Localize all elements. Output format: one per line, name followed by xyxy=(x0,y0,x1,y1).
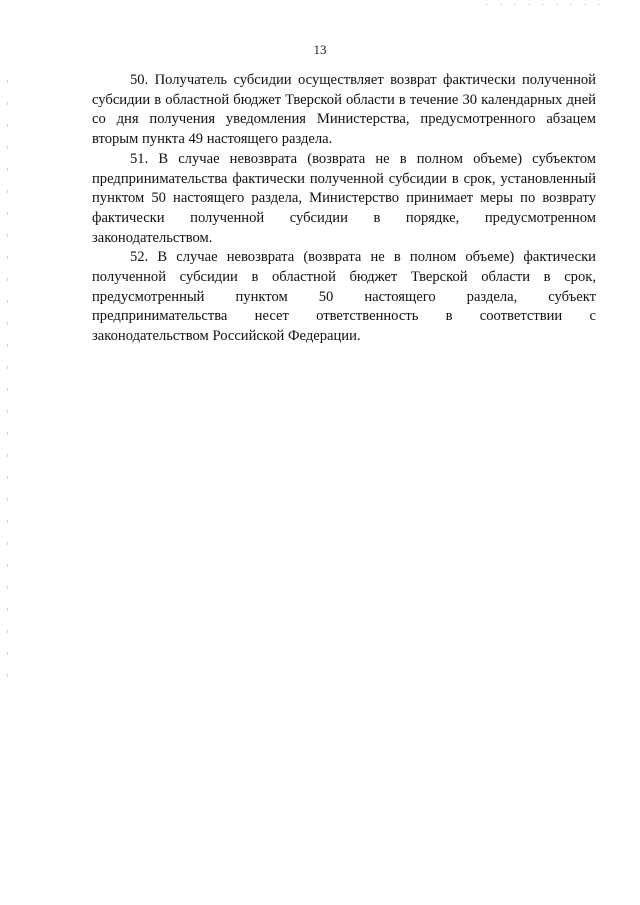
paragraph-50: 50. Получатель субсидии осуществляет возврат фактически полученной субсидии в областной бюджет Тверской области в течение 30 календарных дней со дня получения уведомления Министерства, предусмотренного абзацем вторым пункта 49 настоящего раздела. xyxy=(92,72,596,148)
scan-artifact-left-edge xyxy=(7,80,8,680)
paragraph-51: 51. В случае невозврата (возврата не в полном объеме) субъектом предпринимательства фактически полученной субсидии в срок, установленный пунктом 50 настоящего раздела, Министерство принимает меры по возврату фактически полученной субсидии в порядке, предусмотренном законодательством. xyxy=(92,150,596,246)
page-number: 13 xyxy=(313,42,327,57)
paragraph-52: 52. В случае невозврата (возврата не в полном объеме) фактически полученной субсидии в областной бюджет Тверской области в срок, предусмотренный пунктом 50 настоящего раздела, субъект предпринимательства несет ответственность в соответствии с законодательством Российской Федерации. xyxy=(92,249,596,345)
scan-artifact-top xyxy=(486,4,606,5)
document-body xyxy=(92,71,596,347)
